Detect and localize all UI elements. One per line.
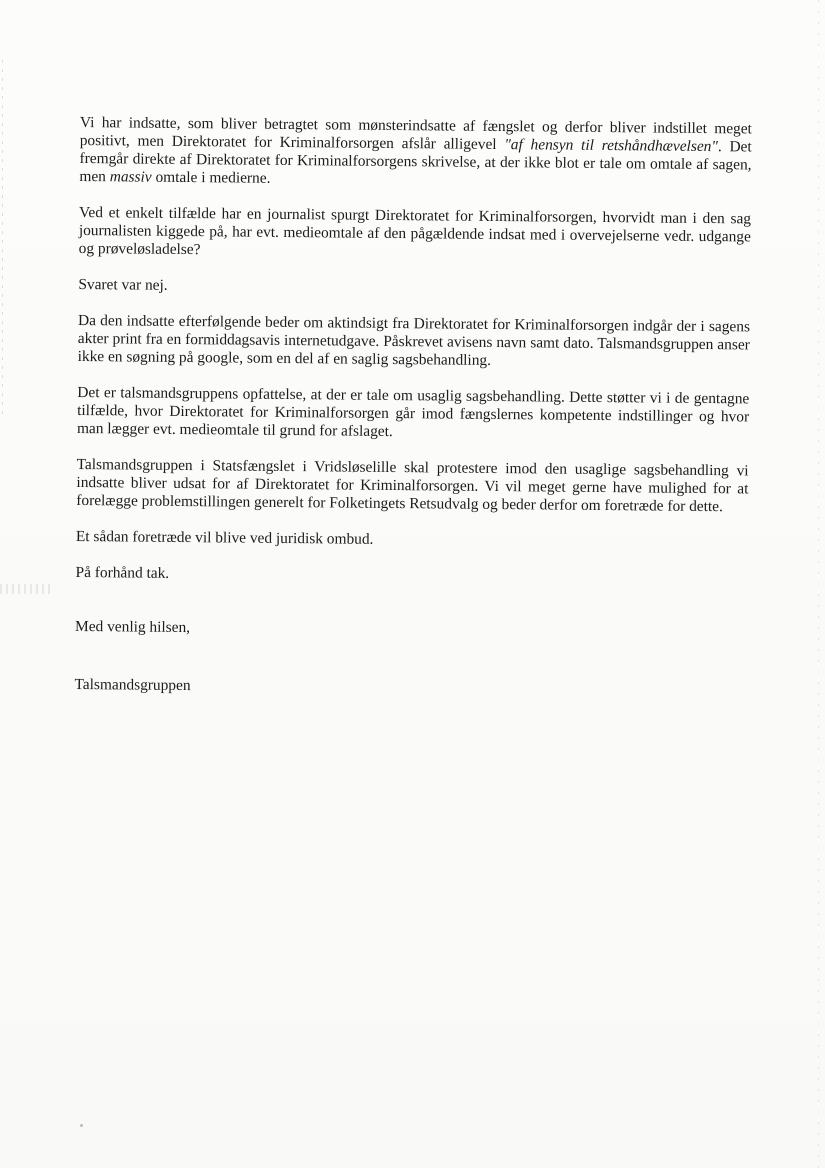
scan-speck xyxy=(80,1124,83,1127)
paragraph-1-text-a: Vi har indsatte, som bliver betragtet som mønsterindsatte af fængslet og derfor bliver indstillet meget positivt, men Direktoratet for Kriminalforsorgen afslår alligevel xyxy=(79,114,752,154)
paragraph-1-emphasis: massiv xyxy=(109,168,152,186)
scan-edge-left xyxy=(2,60,3,420)
letter-body xyxy=(74,114,752,700)
paragraph-6: Talsmandsgruppen i Statsfængslet i Vridsløselille skal protestere imod den usaglige sagsbehandling vi indsatte bliver udsat for af Direktoratet for Kriminalforsorgen. Vi vil meget gerne have mulighed for at forelægge problemstillingen generelt for Folketingets Retsudvalg og beder derfor om foretræde for dette. xyxy=(76,455,749,516)
paragraph-1-text-b: . Det fremgår direkte af Direktoratet for Kriminalforsorgens skrivelse, at der ikke blot er tale om omtale af sagen, men xyxy=(79,138,752,186)
paragraph-3: Svaret var nej. xyxy=(78,275,168,294)
paragraph-5: Det er talsmandsgruppens opfattelse, at der er tale om usaglig sagsbehandling. Dette støtter vi i de gentagne tilfælde, hvor Direktoratet for Kriminalforsorgen går imod fængslernes kompetente indstillinger og hvor man lægger evt. medieomtale til grund for afslaget. xyxy=(76,383,750,441)
paragraph-1 xyxy=(79,114,752,192)
paragraph-4: Da den indsatte efterfølgende beder om aktindsigt fra Direktoratet for Kriminalforsorgen indgår der i sagens akter print fra en formiddagsavis internetudgave. Påskrevet avisens navn samt dato. Talsmandsgruppen anser ikke en søgning på google, som en del af en saglig sagsbehandling. xyxy=(77,311,751,369)
paragraph-2: Ved et enkelt tilfælde har en journalist spurgt Direktoratet for Kriminalforsorgen, hvorvidt man i den sag journalisten kiggede på, har evt. medieomtale af den pågældende indsat med i overvejelserne vedr. udgange og prøveløsladelse? xyxy=(78,203,752,259)
scan-edge-right xyxy=(818,0,819,1168)
thanks-line: På forhånd tak. xyxy=(75,563,170,582)
signature-line: Talsmandsgruppen xyxy=(74,675,191,695)
greeting-line: Med venlig hilsen, xyxy=(74,617,191,637)
paragraph-7: Et sådan foretræde vil blive ved juridisk ombud. xyxy=(75,527,374,548)
paragraph-1-quote: "af hensyn til retshåndhævelsen" xyxy=(504,136,718,156)
scan-margin-mark xyxy=(0,584,50,594)
paragraph-1-text-c: omtale i medierne. xyxy=(151,168,271,187)
